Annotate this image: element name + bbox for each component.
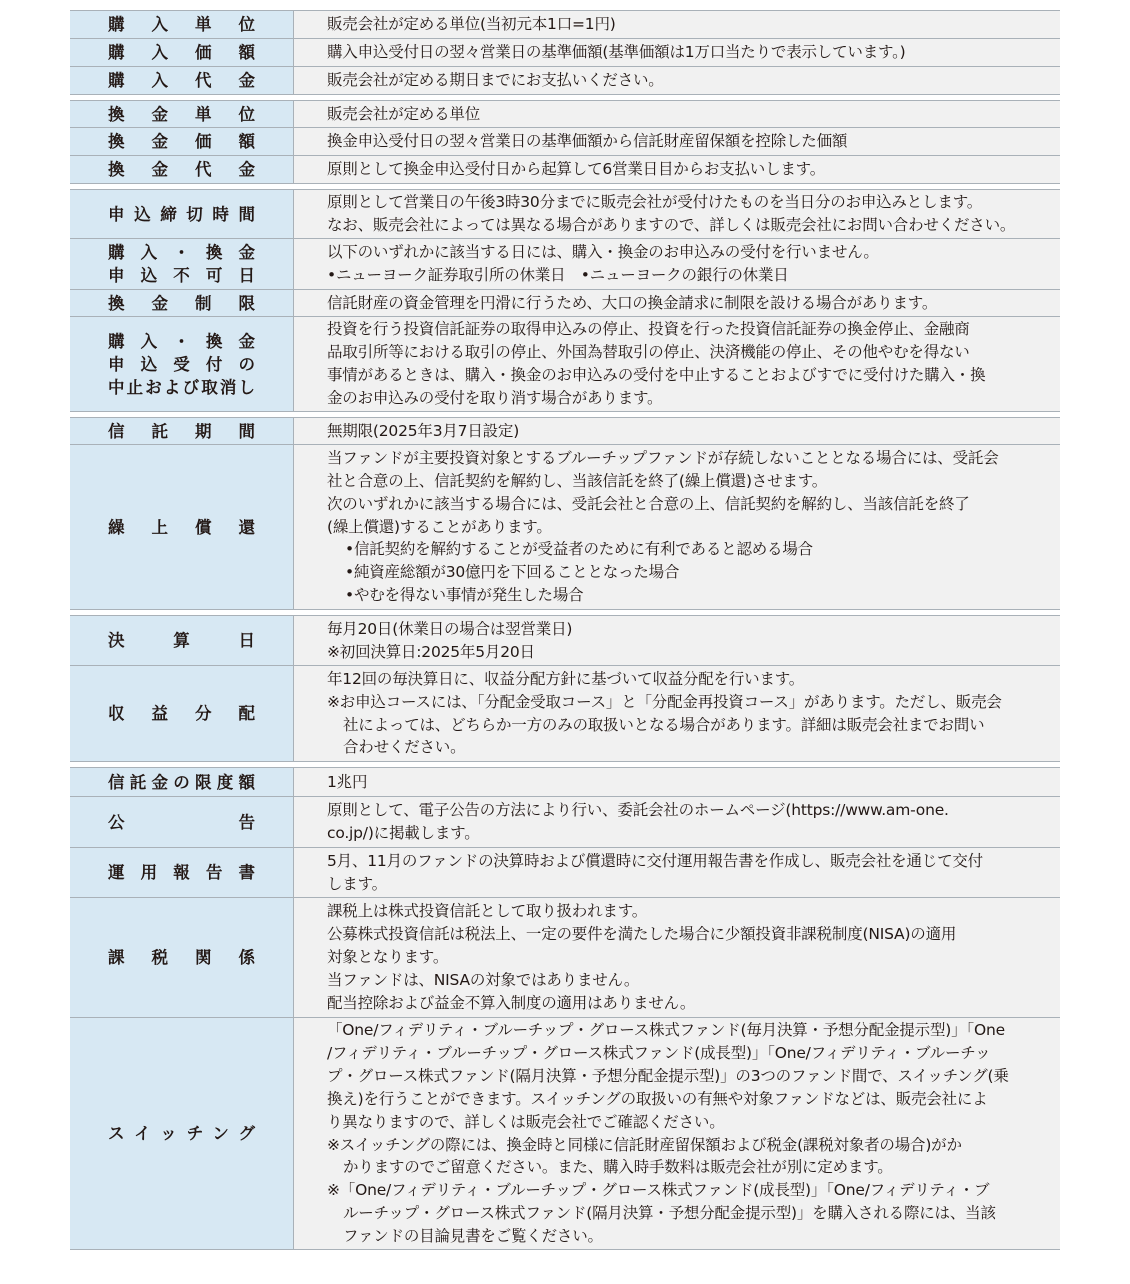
label-line: 換金代金 bbox=[108, 160, 255, 179]
row-value-suspension bbox=[294, 317, 1060, 411]
value-line: 社と合意の上、信託契約を解約し、当該信託を終了(繰上償還)させます。 bbox=[327, 471, 828, 490]
value-line: 販売会社が定める単位 bbox=[327, 104, 481, 123]
label-line: 購入価額 bbox=[108, 43, 255, 62]
value-line: 販売会社が定める期日までにお支払いください。 bbox=[327, 71, 664, 90]
value-line: 原則として、電子公告の方法により行い、委託会社のホームページ(https://www.am-one. bbox=[327, 801, 949, 820]
row-label-purchase-unit bbox=[70, 11, 294, 38]
row-label-taxation bbox=[70, 898, 294, 1017]
row-redemption-unit bbox=[70, 100, 1060, 128]
label-line: 申込受付の bbox=[108, 354, 255, 374]
row-purchase-price bbox=[70, 39, 1060, 67]
value-line: 公募株式投資信託は税法上、一定の要件を満たした場合に少額投資非課税制度(NISA)の適用 bbox=[327, 925, 957, 944]
row-label-purchase-price bbox=[70, 39, 294, 66]
row-label-non-acceptance-days bbox=[70, 239, 294, 289]
row-taxation bbox=[70, 898, 1060, 1018]
row-label-trust-limit bbox=[70, 768, 294, 796]
value-line: •やむを得ない事情が発生した場合 bbox=[345, 586, 584, 605]
value-line: 合わせください。 bbox=[343, 738, 466, 757]
value-line: 課税上は株式投資信託として取り扱われます。 bbox=[327, 902, 648, 921]
fund-terms-table bbox=[70, 10, 1060, 1250]
value-line: 5月、11月のファンドの決算時および償還時に交付運用報告書を作成し、販売会社を通じて交付 bbox=[327, 851, 983, 870]
row-value-cutoff-time bbox=[294, 190, 1060, 238]
row-label-purchase-payment bbox=[70, 67, 294, 94]
row-redemption-payment bbox=[70, 156, 1060, 184]
label-line: 購入・換金 bbox=[108, 243, 255, 262]
value-line: り異なりますので、詳しくは販売会社でご確認ください。 bbox=[327, 1112, 725, 1131]
value-line: 社によっては、どちらか一方のみの取扱いとなる場合があります。詳細は販売会社までお問い bbox=[343, 715, 985, 734]
row-value-redemption-price bbox=[294, 128, 1060, 155]
value-line: 対象となります。 bbox=[327, 948, 449, 967]
value-line: ルーチップ・グロース株式ファンド(隔月決算・予想分配金提示型)」を購入される際には、当該 bbox=[343, 1204, 996, 1223]
row-early-redemption bbox=[70, 445, 1060, 610]
value-line: なお、販売会社によっては異なる場合がありますので、詳しくは販売会社にお問い合わせください。 bbox=[327, 216, 1016, 234]
value-line: 当ファンドは、NISAの対象ではありません。 bbox=[327, 970, 640, 989]
value-line: /フィデリティ・ブルーチップ・グロース株式ファンド(成長型)」「One/フィデリティ・ブルーチッ bbox=[327, 1043, 991, 1062]
value-line: 事情があるときは、購入・換金のお申込みの受付を中止することおよびすでに受付けた購入・換 bbox=[327, 366, 986, 384]
row-value-management-report bbox=[294, 848, 1060, 897]
value-line: します。 bbox=[327, 874, 387, 893]
row-label-early-redemption bbox=[70, 445, 294, 609]
row-value-taxation bbox=[294, 898, 1060, 1017]
row-value-early-redemption bbox=[294, 445, 1060, 609]
value-line: ファンドの目論見書をご覧ください。 bbox=[343, 1227, 603, 1246]
value-line: ※「One/フィデリティ・ブルーチップ・グロース株式ファンド(成長型)」「One/フィデリティ・ブ bbox=[327, 1181, 990, 1200]
label-line: 申込締切時間 bbox=[108, 204, 255, 224]
row-label-trust-period bbox=[70, 418, 294, 444]
row-public-notice bbox=[70, 797, 1060, 848]
row-purchase-payment bbox=[70, 67, 1060, 95]
row-label-redemption-limit bbox=[70, 290, 294, 316]
value-line: ※お申込コースには、「分配金受取コース」と「分配金再投資コース」があります。ただし、販売会 bbox=[327, 692, 1002, 711]
label-line: 購入単位 bbox=[108, 15, 255, 34]
value-line: 以下のいずれかに該当する日には、購入・換金のお申込みの受付を行いません。 bbox=[327, 243, 879, 262]
row-label-redemption-price bbox=[70, 128, 294, 155]
label-line: 繰上償還 bbox=[108, 517, 255, 537]
value-line: •純資産総額が30億円を下回ることとなった場合 bbox=[345, 563, 680, 582]
value-line: 信託財産の資金管理を円滑に行うため、大口の換金請求に制限を設ける場合があります。 bbox=[327, 293, 938, 312]
row-switching bbox=[70, 1018, 1060, 1250]
row-non-acceptance-days bbox=[70, 239, 1060, 290]
label-line: 換金制限 bbox=[108, 293, 255, 313]
value-line: •ニューヨーク証券取引所の休業日 •ニューヨークの銀行の休業日 bbox=[327, 266, 789, 284]
value-line: 換え)を行うことができます。スイッチングの取扱いの有無や対象ファンドなどは、販売会社によ bbox=[327, 1089, 988, 1108]
label-line: 決算日 bbox=[108, 631, 255, 650]
row-value-settlement-date bbox=[294, 616, 1060, 665]
value-line: 無期限(2025年3月7日設定) bbox=[327, 421, 520, 440]
row-value-purchase-payment bbox=[294, 67, 1060, 94]
value-line: 毎月20日(休業日の場合は翌営業日) bbox=[327, 619, 573, 638]
label-line: 信託期間 bbox=[108, 421, 255, 441]
row-label-settlement-date bbox=[70, 616, 294, 665]
value-line: 購入申込受付日の翌々営業日の基準価額(基準価額は1万口当たりで表示しています。) bbox=[327, 43, 906, 62]
label-line: 課税関係 bbox=[108, 948, 255, 967]
row-value-redemption-limit bbox=[294, 290, 1060, 316]
row-value-purchase-unit bbox=[294, 11, 1060, 38]
value-line: 原則として換金申込受付日から起算して6営業日目からお支払いします。 bbox=[327, 160, 826, 179]
label-line: 収益分配 bbox=[108, 704, 255, 723]
row-distribution bbox=[70, 666, 1060, 762]
row-purchase-unit bbox=[70, 10, 1060, 39]
value-line: 投資を行う投資信託証券の取得申込みの停止、投資を行った投資信託証券の換金停止、金融商 bbox=[327, 320, 970, 339]
row-value-purchase-price bbox=[294, 39, 1060, 66]
row-settlement-date bbox=[70, 615, 1060, 666]
row-value-public-notice bbox=[294, 797, 1060, 847]
value-line: ※初回決算日:2025年5月20日 bbox=[327, 642, 535, 661]
row-value-non-acceptance-days bbox=[294, 239, 1060, 289]
value-line: 「One/フィデリティ・ブルーチップ・グロース株式ファンド(毎月決算・予想分配金提示型)」「One bbox=[327, 1020, 1005, 1039]
label-line: 運用報告書 bbox=[108, 863, 255, 882]
row-redemption-limit bbox=[70, 290, 1060, 317]
value-line: ※スイッチングの際には、換金時と同様に信託財産留保額および税金(課税対象者の場合)がか bbox=[327, 1135, 962, 1154]
row-value-trust-period bbox=[294, 418, 1060, 444]
label-line: 申込不可日 bbox=[108, 266, 255, 285]
value-line: 1兆円 bbox=[327, 772, 368, 791]
value-line: プ・グロース株式ファンド(隔月決算・予想分配金提示型)」の3つのファンド間で、スイッチング(乗 bbox=[327, 1066, 1009, 1085]
value-line: 原則として営業日の午後3時30分までに販売会社が受付けたものを当日分のお申込みとします。 bbox=[327, 193, 983, 212]
row-label-management-report bbox=[70, 848, 294, 897]
label-line: 購入代金 bbox=[108, 71, 255, 90]
value-line: •信託契約を解約することが受益者のために有利であると認める場合 bbox=[345, 540, 813, 559]
row-suspension bbox=[70, 317, 1060, 412]
value-line: 品取引所等における取引の停止、外国為替取引の停止、決済機能の停止、その他やむを得ない bbox=[327, 343, 970, 362]
label-line: 購入・換金 bbox=[108, 331, 255, 351]
row-label-public-notice bbox=[70, 797, 294, 847]
row-label-redemption-unit bbox=[70, 101, 294, 127]
value-line: 配当控除および益金不算入制度の適用はありません。 bbox=[327, 993, 696, 1012]
row-value-switching bbox=[294, 1018, 1060, 1249]
label-line: 公告 bbox=[108, 812, 255, 832]
row-label-distribution bbox=[70, 666, 294, 761]
label-line: 信託金の限度額 bbox=[108, 772, 255, 792]
row-value-distribution bbox=[294, 666, 1060, 761]
row-cutoff-time bbox=[70, 189, 1060, 239]
label-line: 換金単位 bbox=[108, 104, 255, 124]
row-redemption-price bbox=[70, 128, 1060, 156]
value-line: co.jp/)に掲載します。 bbox=[327, 824, 480, 842]
value-line: 次のいずれかに該当する場合には、受託会社と合意の上、信託契約を解約し、当該信託を終了 bbox=[327, 494, 970, 513]
label-line: スイッチング bbox=[108, 1124, 255, 1143]
row-label-switching bbox=[70, 1018, 294, 1249]
row-label-redemption-payment bbox=[70, 156, 294, 183]
row-management-report bbox=[70, 848, 1060, 898]
value-line: (繰上償還)することがあります。 bbox=[327, 517, 552, 536]
value-line: かりますのでご留意ください。また、購入時手数料は販売会社が別に定めます。 bbox=[343, 1158, 893, 1177]
row-trust-limit bbox=[70, 767, 1060, 797]
row-value-redemption-unit bbox=[294, 101, 1060, 127]
value-line: 当ファンドが主要投資対象とするブルーチップファンドが存続しないこととなる場合には、受託会 bbox=[327, 448, 999, 467]
value-line: 販売会社が定める単位(当初元本1口=1円) bbox=[327, 15, 616, 34]
row-value-redemption-payment bbox=[294, 156, 1060, 183]
row-label-suspension bbox=[70, 317, 294, 411]
value-line: 換金申込受付日の翌々営業日の基準価額から信託財産留保額を控除した価額 bbox=[327, 132, 848, 151]
value-line: 金のお申込みの受付を取り消す場合があります。 bbox=[327, 388, 663, 407]
value-line: 年12回の毎決算日に、収益分配方針に基づいて収益分配を行います。 bbox=[327, 669, 805, 688]
row-trust-period bbox=[70, 417, 1060, 445]
label-line: 換金価額 bbox=[108, 132, 255, 151]
row-label-cutoff-time bbox=[70, 190, 294, 238]
row-value-trust-limit bbox=[294, 768, 1060, 796]
label-line: 中止および取消し bbox=[108, 377, 255, 397]
